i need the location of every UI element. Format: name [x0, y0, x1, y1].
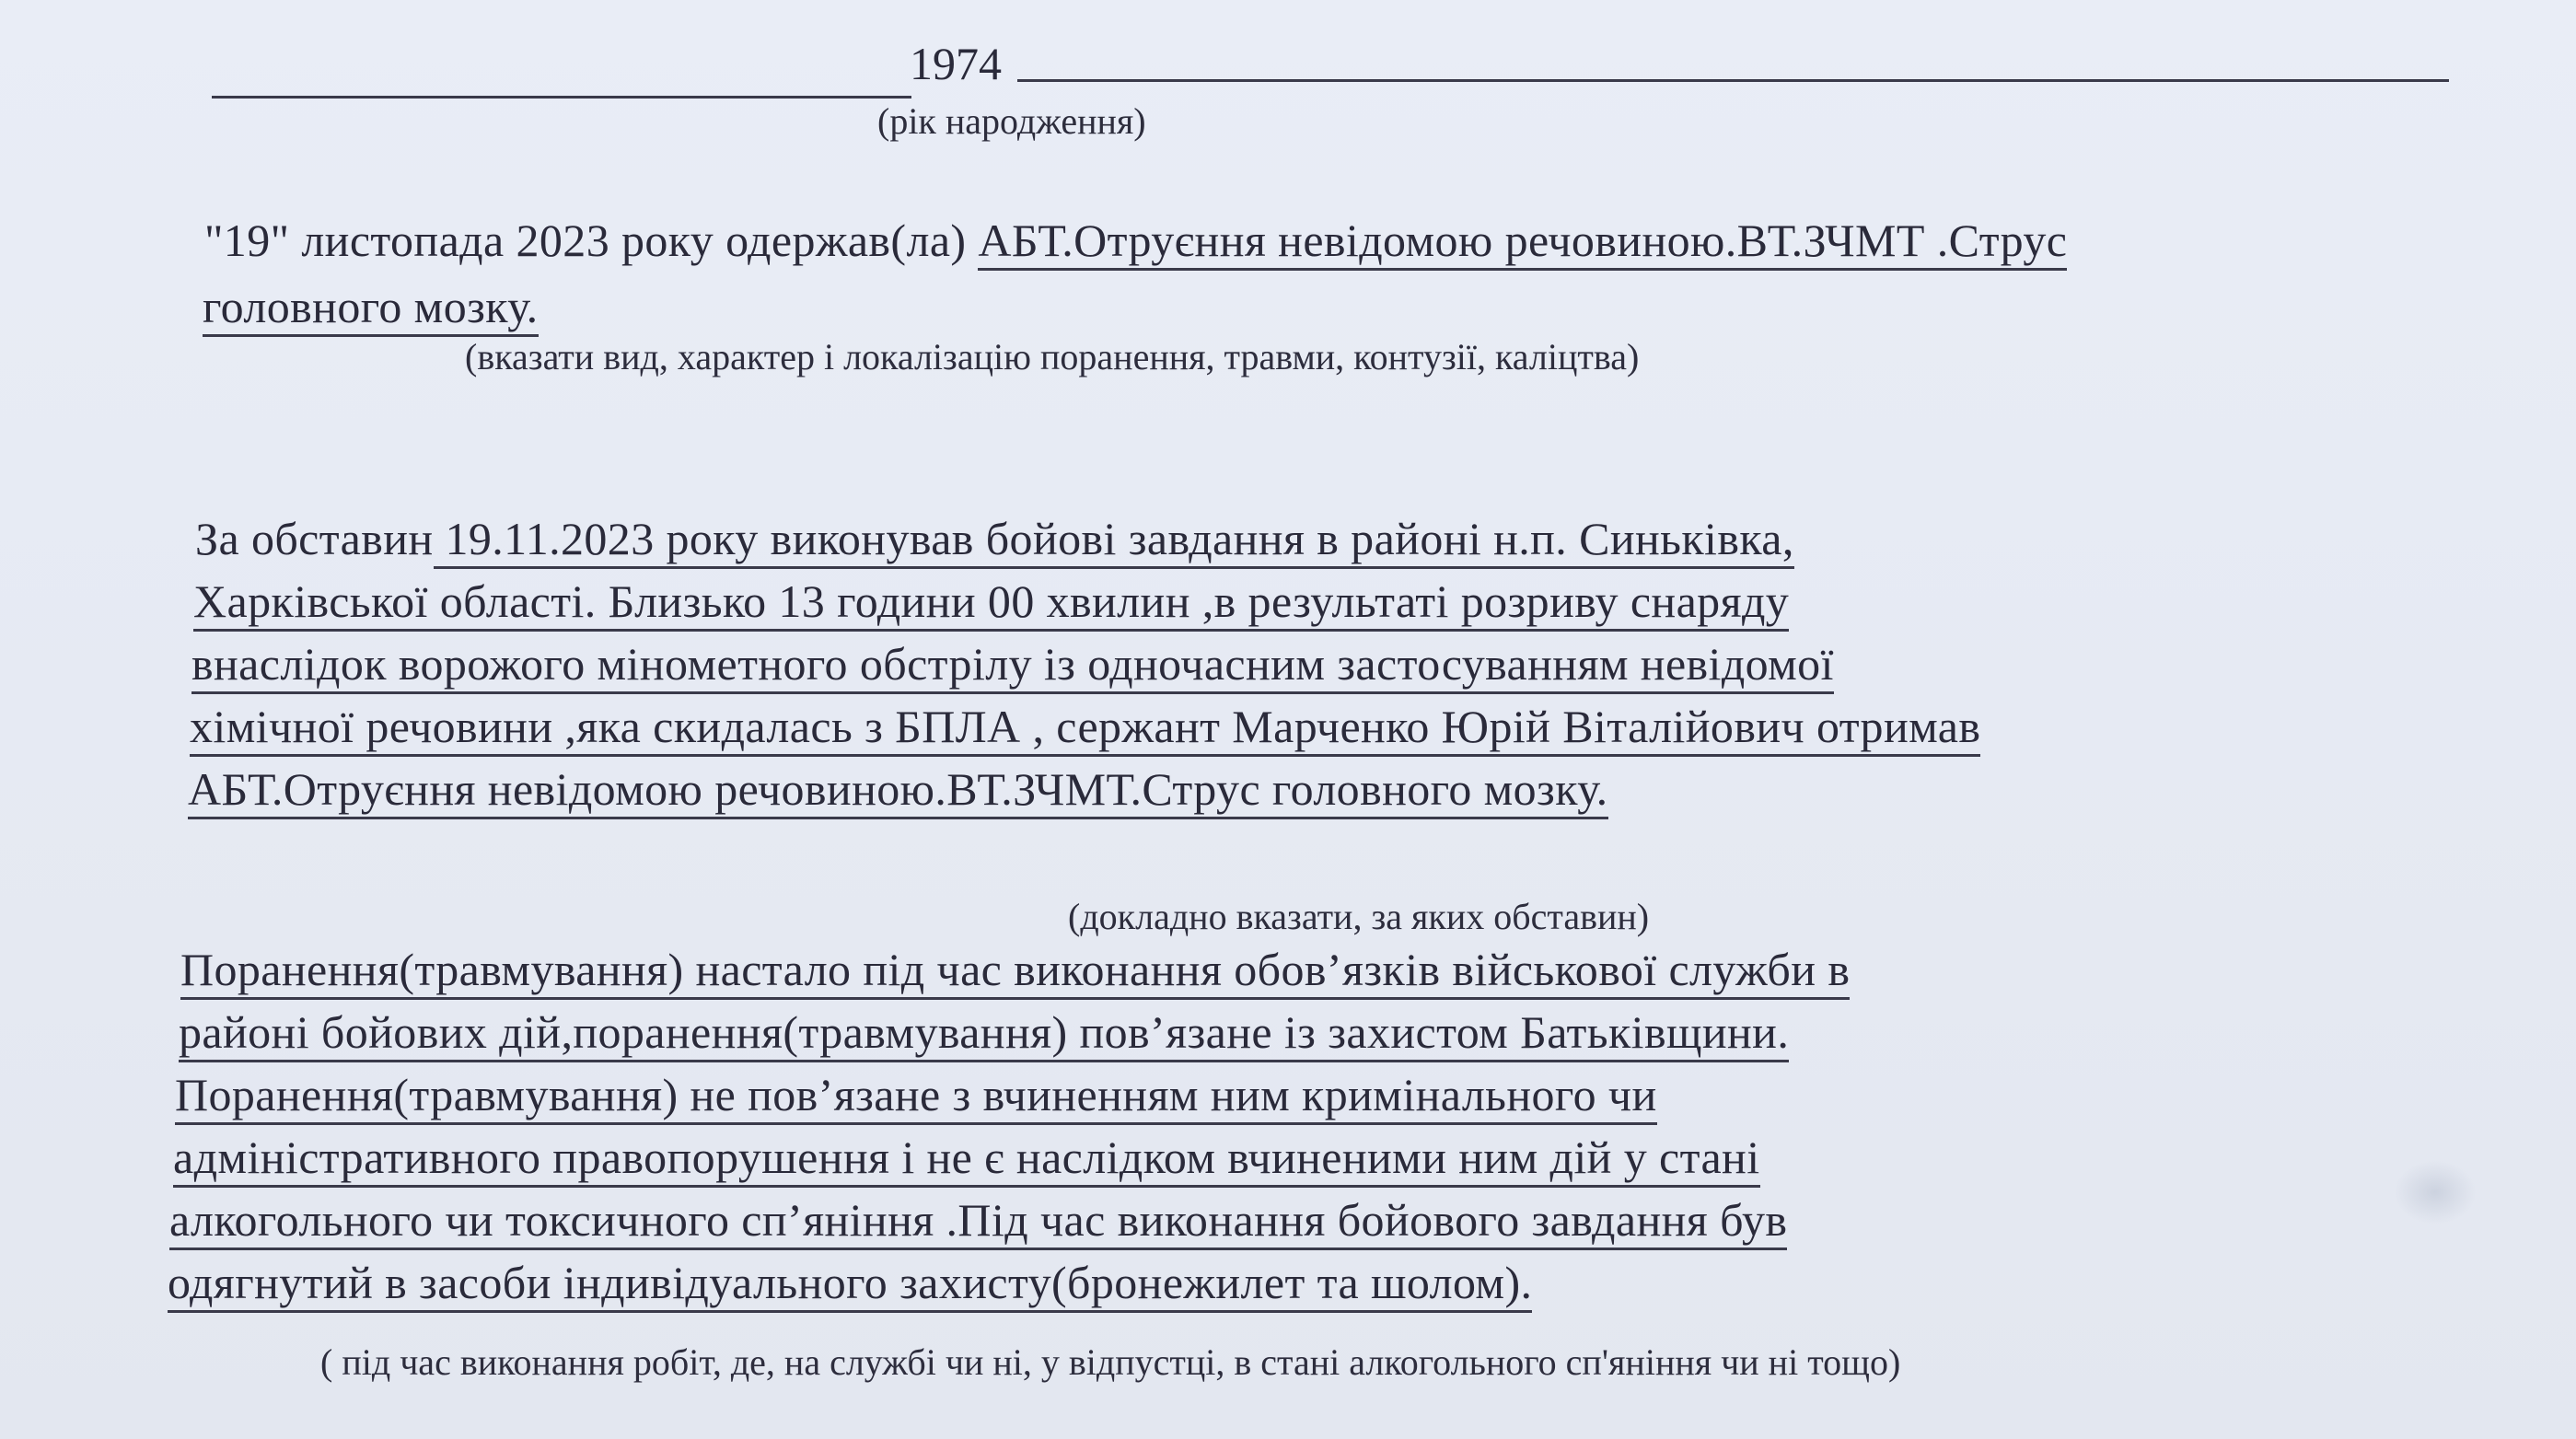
- circumstances-line-2: [193, 574, 1789, 628]
- service-text-2: районі бойових дій,поранення(травмування) пов’язане із захистом Батьківщини.: [179, 1006, 1789, 1062]
- injury-caption: (вказати вид, характер і локалізацію поранення, травми, контузії, каліцтва): [465, 336, 1640, 377]
- birth-year-value: 1974: [910, 38, 1002, 89]
- service-line-1: [180, 943, 1850, 996]
- injury-line-1: [204, 214, 2067, 267]
- birth-year-rule-right: [1017, 79, 2449, 82]
- service-text-1: Поранення(травмування) настало під час виконання обов’язків військової служби в: [180, 944, 1850, 1000]
- service-line-2: [179, 1005, 1789, 1059]
- birth-year-rule-left: [212, 96, 911, 99]
- service-caption: ( під час виконання робіт, де, на службі чи ні, у відпустці, в стані алкогольного сп'яніння чи ні тощо): [320, 1341, 1901, 1383]
- circumstances-line-5: [188, 762, 1608, 816]
- birth-year-caption: (рік народження): [877, 100, 1146, 142]
- service-line-6: [168, 1256, 1532, 1309]
- circumstances-text-4: хімічної речовини ,яка скидалась з БПЛА , сержант Марченко Юрій Віталійович отримав: [190, 701, 1980, 757]
- circumstances-line-4: [190, 700, 1980, 753]
- injury-line-2: [203, 280, 539, 333]
- service-text-3: Поранення(травмування) не пов’язане з вчиненням ним кримінального чи: [175, 1069, 1657, 1125]
- circumstances-line-3: [191, 637, 1834, 690]
- circumstances-label: За обставин: [195, 513, 434, 564]
- service-line-3: [175, 1068, 1657, 1121]
- injury-diagnosis-line-1: АБТ.Отруєння невідомою речовиною.ВТ.ЗЧМТ .Струс: [978, 215, 2067, 271]
- service-text-5: алкогольного чи токсичного сп’яніння .Під час виконання бойового завдання був: [169, 1194, 1787, 1250]
- circumstances-caption: (докладно вказати, за яких обставин): [1068, 896, 1650, 937]
- paper-smudge: [2394, 1160, 2477, 1224]
- circumstances-text-1: 19.11.2023 року виконував бойові завдання в районі н.п. Синьківка,: [434, 513, 1794, 569]
- circumstances-text-3: внаслідок ворожого мінометного обстрілу із одночасним застосуванням невідомої: [191, 638, 1834, 694]
- injury-date-prefix: "19" листопада 2023 року одержав(ла): [204, 215, 979, 266]
- circumstances-text-5: АБТ.Отруєння невідомою речовиною.ВТ.ЗЧМТ.Струс головного мозку.: [188, 763, 1608, 819]
- service-text-4: адміністративного правопорушення і не є наслідком вчиненими ним дій у стані: [173, 1131, 1760, 1188]
- service-line-5: [169, 1193, 1787, 1247]
- service-text-6: одягнутий в засоби індивідуального захисту(бронежилет та шолом).: [168, 1257, 1532, 1313]
- circumstances-line-1: [195, 512, 1794, 565]
- circumstances-text-2: Харківської області. Близько 13 години 00 хвилин ,в результаті розриву снаряду: [193, 575, 1789, 632]
- injury-diagnosis-line-2: головного мозку.: [203, 281, 539, 337]
- service-line-4: [173, 1131, 1760, 1184]
